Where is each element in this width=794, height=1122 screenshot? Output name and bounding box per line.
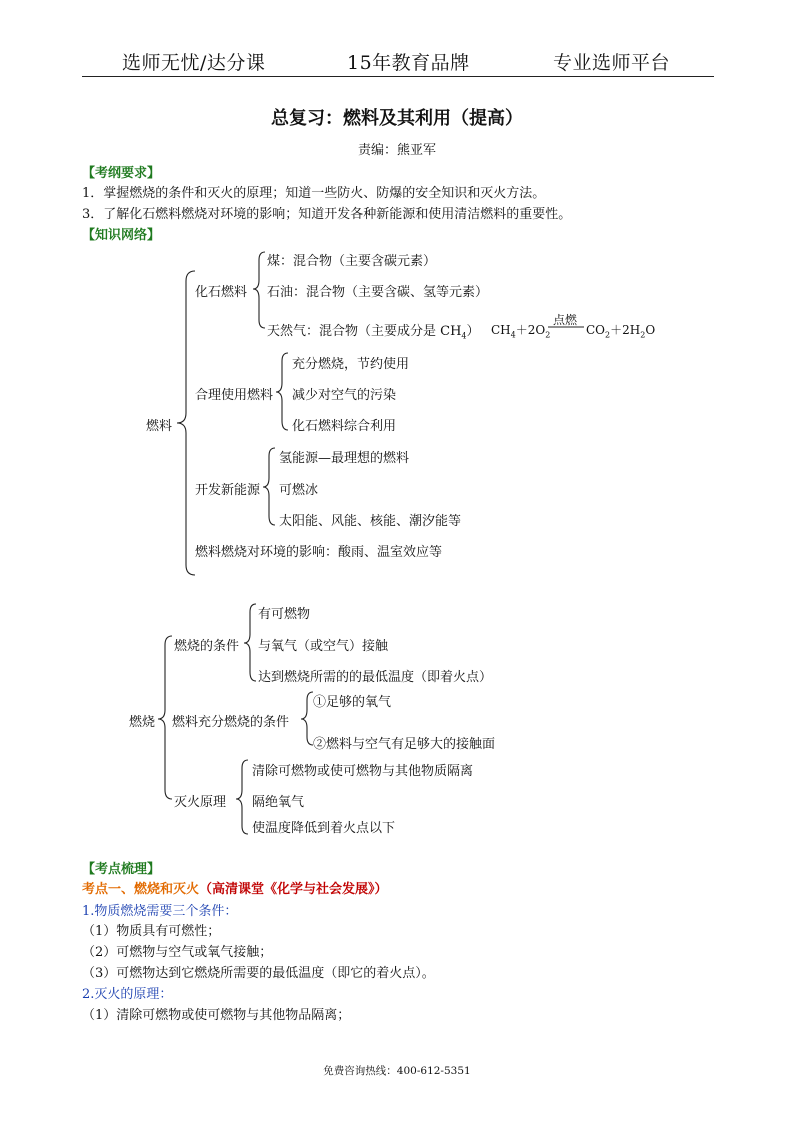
eq-o: ＋2O	[515, 323, 546, 337]
extinguish-item: 清除可燃物或使可燃物与其他物质隔离	[252, 764, 474, 779]
combustion-main-brace	[158, 636, 172, 799]
list-item: （1）清除可燃物或使可燃物与其他物品隔离；	[82, 1008, 351, 1023]
header-right: 专业选师平台	[553, 52, 671, 74]
combustion-root: 燃烧	[129, 715, 156, 730]
points-heading: 【考点梳理】	[82, 862, 161, 877]
equation-products	[586, 321, 655, 339]
conditions-label: 燃烧的条件	[174, 639, 240, 654]
rational-item: 充分燃烧，节约使用	[292, 357, 410, 372]
natural-gas-close: ）	[466, 324, 480, 339]
new-energy-item: 氢能源—最理想的燃料	[279, 451, 410, 466]
point-one-link: （高清课堂《化学与社会发展》）	[199, 882, 388, 897]
new-energy-item: 可燃冰	[279, 483, 319, 498]
rational-item: 化石燃料综合利用	[292, 419, 397, 434]
eq-ch: CH	[491, 323, 511, 337]
new-energy-label: 开发新能源	[195, 483, 261, 498]
newenergy-brace	[263, 448, 275, 525]
rational-use-label: 合理使用燃料	[195, 388, 274, 403]
subscript: 2	[605, 330, 611, 340]
coal-item: 煤：混合物（主要含碳元素）	[267, 254, 437, 269]
header-left: 选师无忧/达分课	[122, 52, 266, 74]
full-combustion-label: 燃料充分燃烧的条件	[172, 715, 290, 730]
full-combustion-item: ②燃料与空气有足够大的接触面	[313, 737, 496, 752]
page-title: 总复习：燃料及其利用（提高）	[271, 108, 523, 129]
eq-co: CO	[586, 323, 606, 337]
extinguish-item: 隔绝氧气	[252, 795, 305, 810]
extinguish-item: 使温度降低到着火点以下	[252, 821, 396, 836]
footer-hotline: 免费咨询热线：400-612-5351	[323, 1065, 471, 1077]
subsection-heading: 1.物质燃烧需要三个条件：	[82, 904, 238, 919]
natural-gas-text: 天然气：混合物（主要成分是 CH	[267, 324, 462, 339]
list-item: （3）可燃物达到它燃烧所需要的最低温度（即它的着火点）。	[82, 966, 435, 981]
condition-item: 与氧气（或空气）接触	[258, 639, 389, 654]
point-one-title	[82, 878, 388, 897]
subscript: 4	[510, 330, 516, 340]
combustion-equation	[491, 321, 550, 339]
condition-item: 有可燃物	[258, 607, 311, 622]
fossil-brace	[253, 252, 265, 328]
reaction-condition: 点燃	[553, 313, 578, 327]
header-center: 15年教育品牌	[347, 52, 470, 74]
extinguish-label: 灭火原理	[174, 795, 227, 810]
rational-brace	[276, 353, 288, 430]
new-energy-item: 太阳能、风能、核能、潮汐能等	[279, 514, 462, 529]
fuel-main-brace	[177, 271, 195, 575]
eq-h: ＋2H	[610, 323, 641, 337]
extinguish-brace	[236, 760, 248, 834]
full-combustion-item: ①足够的氧气	[313, 695, 392, 710]
list-item: （1）物质具有可燃性；	[82, 924, 221, 939]
syllabus-item: 3．了解化石燃料燃烧对环境的影响；知道开发各种新能源和使用清洁燃料的重要性。	[82, 207, 572, 222]
fossil-fuel-label: 化石燃料	[195, 285, 248, 300]
natural-gas-item	[267, 320, 480, 341]
rational-item: 减少对空气的污染	[292, 388, 397, 403]
oil-item: 石油：混合物（主要含碳、氢等元素）	[267, 285, 489, 300]
eq-o-end: O	[645, 323, 656, 337]
network-heading: 【知识网络】	[82, 228, 161, 243]
environment-impact: 燃料燃烧对环境的影响：酸雨、温室效应等	[195, 545, 443, 560]
list-item: （2）可燃物与空气或氧气接触；	[82, 945, 273, 960]
condition-item: 达到燃烧所需的的最低温度（即着火点）	[258, 670, 493, 685]
subsection-heading: 2.灭火的原理：	[82, 987, 173, 1002]
conditions-brace	[244, 604, 256, 681]
author-line: 责编：熊亚军	[357, 143, 436, 158]
fuel-root: 燃料	[146, 419, 173, 434]
full-brace	[301, 692, 313, 745]
syllabus-item: 1．掌握燃烧的条件和灭火的原理；知道一些防火、防爆的安全知识和灭火方法。	[82, 186, 546, 201]
subscript: 4	[461, 331, 467, 341]
point-one-label: 考点一、燃烧和灭火	[82, 882, 200, 897]
subscript: 2	[545, 330, 551, 340]
syllabus-heading: 【考纲要求】	[82, 166, 161, 181]
subscript: 2	[640, 330, 646, 340]
